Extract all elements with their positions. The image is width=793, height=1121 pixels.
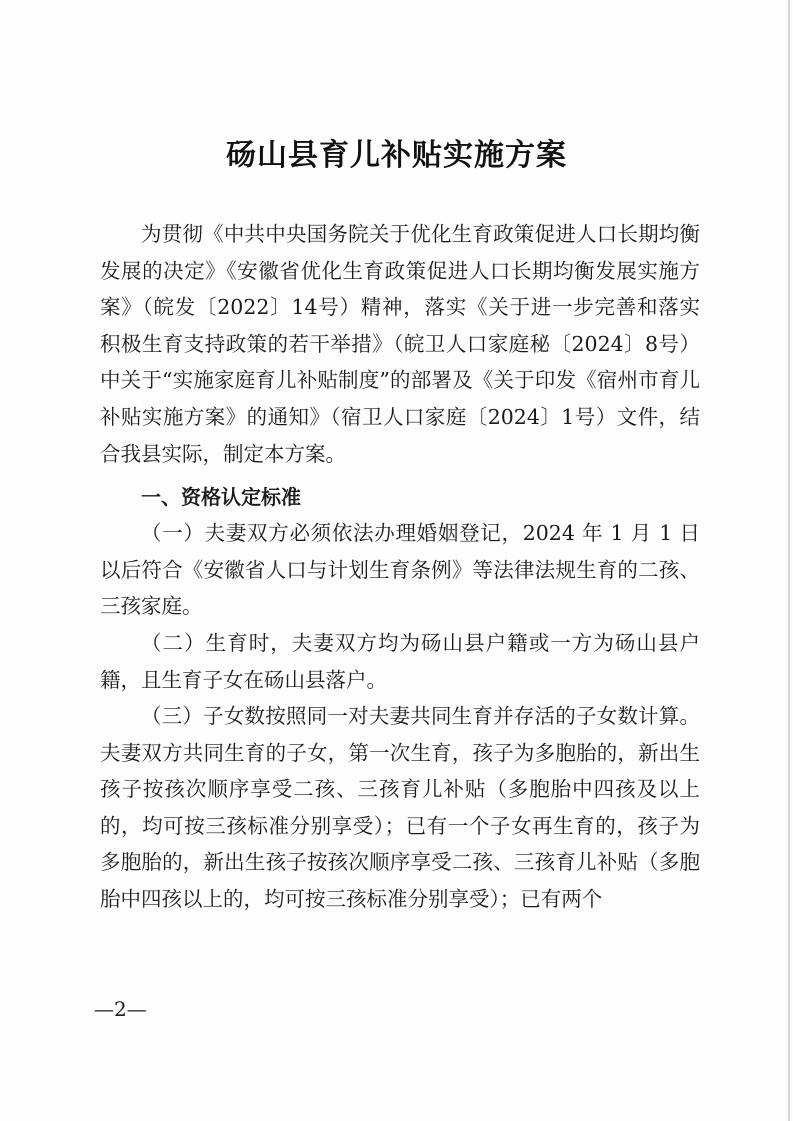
paragraph-intro: 为贯彻《中共中央国务院关于优化生育政策促进人口长期均衡发展的决定》《安徽省优化生育政策促进人口长期均衡发展实施方案》（皖发〔2022〕14号）精神，落实《关于进一步完善和落实积极生育支持政策的若干举措》（皖卫人口家庭秘〔2024〕8号）中关于“实施家庭育儿补贴制度”的部署及《关于印发《宿州市育儿补贴实施方案》的通知》（宿卫人口家庭〔2024〕1号）文件，结合我县实际，制定本方案。 (100, 222, 700, 466)
section-heading-qualification: 一、资格认定标准 (141, 485, 301, 509)
paragraph-item-2-block (100, 625, 700, 698)
scan-edge-divider (788, 0, 790, 1121)
paragraph-item-1-block (100, 515, 700, 625)
paragraph-item-3-block (100, 698, 700, 918)
section-heading-block (100, 479, 700, 516)
paragraph-item-3: （三）子女数按照同一对夫妻共同生育并存活的子女数计算。夫妻双方共同生育的子女，第一次生育，孩子为多胞胎的，新出生孩子按孩次顺序享受二孩、三孩育儿补贴（多胞胎中四孩及以上的，均可按三孩标准分别享受）；已有一个子女再生育的，孩子为多胞胎的，新出生孩子按孩次顺序享受二孩、三孩育儿补贴（多胞胎中四孩以上的，均可按三孩标准分别享受）；已有两个 (100, 704, 700, 911)
page-number: —2— (94, 997, 147, 1021)
paragraph-item-1: （一）夫妻双方必须依法办理婚姻登记，2024 年 1 月 1 日以后符合《安徽省人口与计划生育条例》等法律法规生育的二孩、三孩家庭。 (100, 521, 700, 619)
document-title: 砀山县育儿补贴实施方案 (226, 138, 567, 173)
paragraph-intro-block (100, 216, 700, 472)
paragraph-item-2: （二）生育时，夫妻双方均为砀山县户籍或一方为砀山县户籍，且生育子女在砀山县落户。 (100, 631, 700, 692)
